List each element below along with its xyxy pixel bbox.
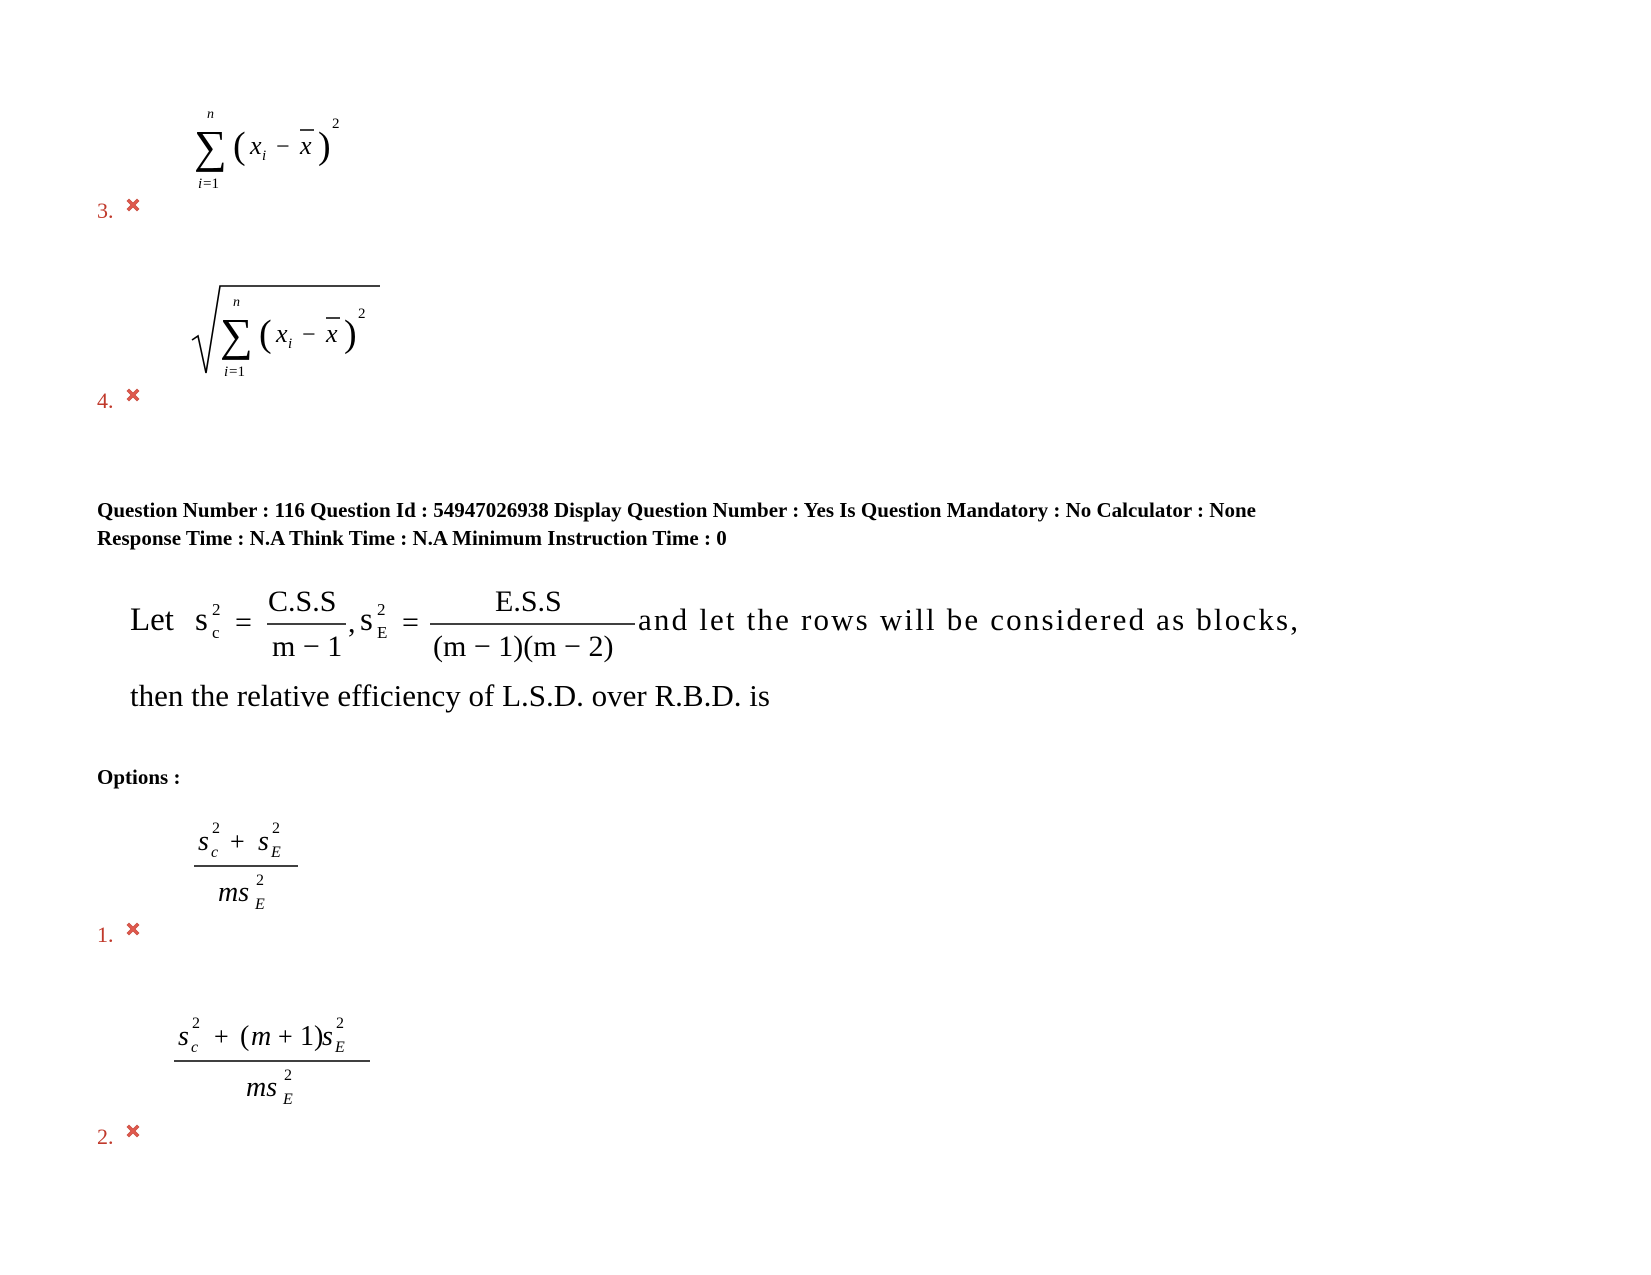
svg-text:): ): [344, 313, 357, 355]
svg-text:x: x: [300, 131, 312, 160]
svg-text:n: n: [233, 295, 240, 310]
wrong-cross-icon: [124, 920, 142, 938]
question-text: [120, 575, 1360, 725]
svg-text:2: 2: [256, 872, 264, 889]
question-m-minus-1: m − 1: [272, 630, 343, 663]
formula-option-1: [190, 815, 310, 915]
svg-text:2: 2: [336, 1015, 344, 1032]
svg-text:s: s: [178, 1021, 189, 1052]
svg-text:s: s: [195, 602, 208, 638]
svg-text:E: E: [283, 1091, 293, 1108]
svg-text:+: +: [230, 827, 245, 856]
formula-option-3-prev: [190, 100, 360, 195]
question-rest-line1: and let the rows will be considered as blocks,: [638, 602, 1298, 637]
svg-text:+: +: [214, 1022, 229, 1051]
wrong-cross-icon: [124, 1122, 142, 1140]
svg-text:x: x: [276, 319, 288, 348]
svg-text:E: E: [271, 844, 281, 861]
question-ess: E.S.S: [495, 585, 562, 618]
svg-text:s: s: [360, 602, 373, 638]
svg-text:ms: ms: [218, 877, 250, 908]
question-meta-line1: Question Number : 116 Question Id : 54947026938 Display Question Number : Yes Is Question Mandatory : No Calculator : None: [97, 498, 1256, 522]
question-m1m2: (m − 1)(m − 2): [433, 630, 614, 663]
svg-text:i: i: [198, 176, 203, 192]
question-let: Let: [130, 602, 174, 638]
svg-text:m: m: [251, 1021, 272, 1052]
svg-text:i: i: [262, 148, 267, 164]
svg-text:x: x: [326, 319, 338, 348]
svg-text:2: 2: [332, 116, 340, 132]
svg-text:2: 2: [212, 820, 220, 837]
options-label: Options :: [97, 765, 181, 789]
svg-text:=: =: [402, 606, 419, 639]
svg-text:=: =: [235, 606, 252, 639]
svg-text:i: i: [224, 364, 229, 380]
svg-text:2: 2: [358, 306, 366, 322]
option-number: 4.: [97, 388, 114, 413]
svg-text:−: −: [302, 322, 316, 348]
svg-text:2: 2: [272, 820, 280, 837]
svg-text:(: (: [259, 313, 272, 355]
svg-text:,: ,: [348, 606, 356, 639]
formula-option-4-prev: [190, 278, 390, 383]
svg-text:2: 2: [284, 1067, 292, 1084]
svg-text:−: −: [276, 134, 290, 160]
question-css: C.S.S: [268, 585, 337, 618]
wrong-cross-icon: [124, 386, 142, 404]
svg-text:x: x: [250, 131, 262, 160]
svg-text:n: n: [207, 107, 214, 122]
svg-text:(: (: [240, 1021, 250, 1052]
wrong-cross-icon: [124, 196, 142, 214]
svg-text:2: 2: [212, 600, 221, 619]
svg-text:i: i: [288, 336, 293, 352]
svg-text:c: c: [211, 844, 219, 861]
svg-text:1): 1): [300, 1021, 324, 1052]
svg-text:): ): [318, 125, 331, 167]
svg-text:E: E: [255, 896, 265, 913]
svg-text:2: 2: [192, 1015, 200, 1032]
svg-text:+: +: [278, 1022, 293, 1051]
svg-text:s: s: [322, 1021, 333, 1052]
svg-text:ms: ms: [246, 1072, 278, 1103]
svg-text:2: 2: [377, 600, 386, 619]
question-line2: then the relative efficiency of L.S.D. over R.B.D. is: [130, 678, 770, 713]
svg-text:c: c: [191, 1039, 199, 1056]
svg-text:∑: ∑: [220, 309, 253, 360]
svg-text:c: c: [212, 623, 220, 642]
svg-text:=1: =1: [203, 176, 219, 192]
option-number: 3.: [97, 198, 114, 223]
question-meta-line2: Response Time : N.A Think Time : N.A Minimum Instruction Time : 0: [97, 526, 727, 550]
option-number: 2.: [97, 1124, 114, 1149]
svg-text:s: s: [258, 826, 269, 857]
formula-option-2: [170, 1010, 390, 1110]
svg-text:E: E: [335, 1039, 345, 1056]
svg-text:∑: ∑: [194, 121, 227, 172]
svg-text:(: (: [233, 125, 246, 167]
option-number: 1.: [97, 922, 114, 947]
svg-text:=1: =1: [229, 364, 245, 380]
svg-text:s: s: [198, 826, 209, 857]
svg-text:E: E: [377, 623, 388, 642]
